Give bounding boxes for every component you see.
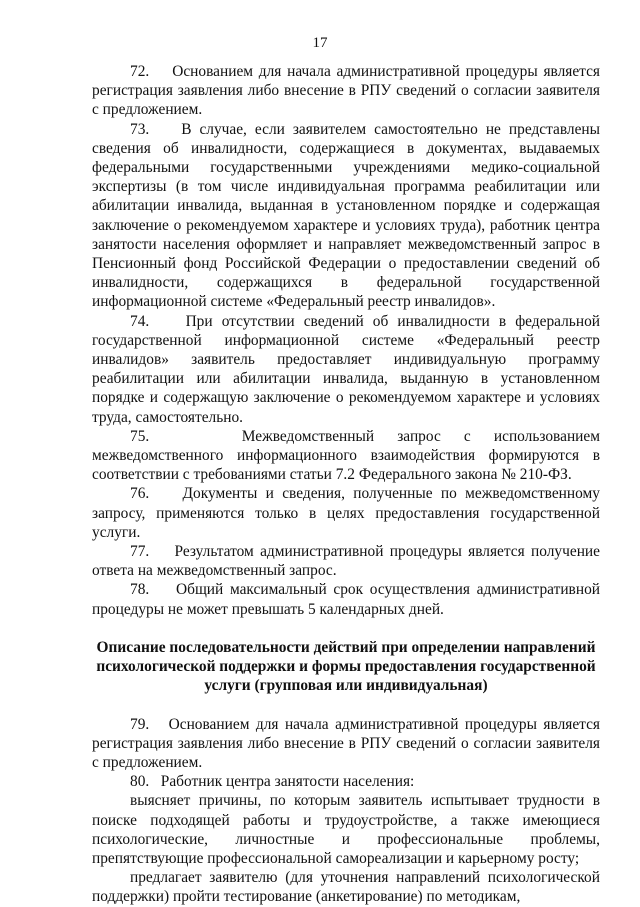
paragraph-74: 74. При отсутствии сведений об инвалидности в федеральной государственной информационной системе «Федеральный реестр инвалидов» заявитель предоставляет индивидуальную программу реабилитации или абилитации инвалида, выданную в установленном порядке и содержащую заключение о рекомендуемом характере и условиях труда, самостоятельно. bbox=[92, 312, 600, 426]
paragraph-80-item-1: выясняет причины, по которым заявитель испытывает трудности в поиске подходящей работы и трудоустройстве, а также имеющиеся психологические, личностные и профессиональные проблемы, препятствующие профессиональной самореализации и карьерному росту; bbox=[92, 792, 600, 867]
paragraph-80-item-2: предлагает заявителю (для уточнения направлений психологической поддержки) пройти тестирование (анкетирование) по методикам, bbox=[92, 869, 600, 906]
spacer bbox=[92, 696, 600, 715]
document-body bbox=[92, 62, 600, 907]
paragraph-78: 78. Общий максимальный срок осуществления административной процедуры не может превышать 5 календарных дней. bbox=[92, 581, 600, 618]
spacer bbox=[92, 619, 600, 638]
paragraph-73: 73. В случае, если заявителем самостоятельно не представлены сведения об инвалидности, содержащиеся в документах, выдаваемых федеральными государственными учреждениями медико-социальной экспертизы (в том числе индивидуальная программа реабилитации или абилитации инвалида, выданная в установленном порядке и содержащая заключение о рекомендуемом характере и условиях труда), работник центра занятости населения оформляет и направляет межведомственный запрос в Пенсионный фонд Российской Федерации о предоставлении сведений об инвалидности, содержащихся в федеральной государственной информационной системе «Федеральный реестр инвалидов». bbox=[92, 120, 600, 311]
paragraph-72: 72. Основанием для начала административной процедуры является регистрация заявления либо внесение в РПУ сведений о согласии заявителя с предложением. bbox=[92, 63, 600, 119]
paragraph-76: 76. Документы и сведения, полученные по межведомственному запросу, применяются только в целях предоставления государственной услуги. bbox=[92, 485, 600, 541]
paragraph-77: 77. Результатом административной процедуры является получение ответа на межведомственный запрос. bbox=[92, 543, 600, 580]
section-heading: Описание последовательности действий при определении направлений психологической поддержки и формы предоставления государственной услуги (групповая или индивидуальная) bbox=[96, 638, 596, 695]
paragraph-80: 80. Работник центра занятости населения: bbox=[130, 773, 415, 791]
paragraph-75: 75. Межведомственный запрос с использованием межведомственного информационного взаимодействия формируются в соответствии с требованиями статьи 7.2 Федерального закона № 210-ФЗ. bbox=[92, 427, 600, 484]
paragraph-79: 79. Основанием для начала административной процедуры является регистрация заявления либо внесение в РПУ сведений о согласии заявителя с предложением. bbox=[92, 715, 600, 771]
page-number: 17 bbox=[312, 35, 328, 51]
